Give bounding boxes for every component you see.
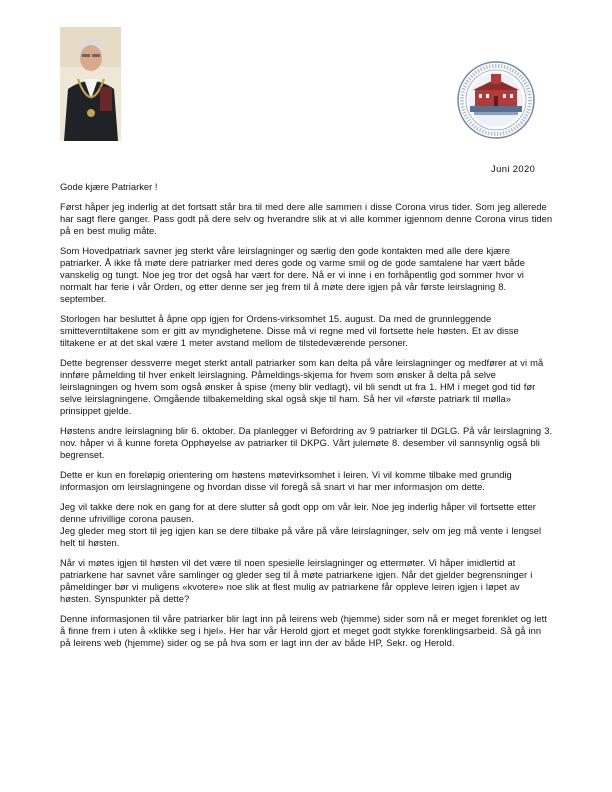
seal-icon	[456, 60, 536, 140]
portrait-icon	[60, 27, 121, 141]
letter-date: Juni 2020	[491, 163, 536, 174]
portrait-photo	[60, 27, 121, 141]
paragraph: Som Hovedpatriark savner jeg sterkt våre leirslagninger og særlig den gode kontakten med alle dere kjære patriarker. Å ikke få møte dere patriarker med deres gode og varme smil og de gode samtalene har vært både vanskelig og tungt. Noe jeg tror det også har vært for dere. Nå er vi inne i en forhåpentlig god sommer hvor vi normalt har ferie i vår Orden, og etter denne ser jeg frem til å møte dere igjen på vår første leirslagning 8. september.	[60, 245, 525, 304]
paragraph: Høstens andre leirslagning blir 6. oktober. Da planlegger vi Befordring av 9 patriarker til DGLG. På vår leirslagning 3. nov. håper vi å kunne foreta Opphøyelse av patriarker til DKPG. Vårt julemøte 8. desember vil sannsynlig også bli begrenset.	[60, 425, 553, 460]
paragraph: Dette begrenser dessverre meget sterkt antall patriarker som kan delta på våre leirslagninger og medfører at vi må innføre påmelding til hver enkelt leirslagning. Påmeldings-skjema for hvem som ønsker å delta på selve leirslagningen og hvem som også ønsker å spise (meny blir vedlagt), vil bli sendt ut fra 1. HM i meget god tid før selve leirslagningene. Omgående tilbakemelding skal også skje til ham. Så her vil «første patriark til mølla» prinsippet gjelde.	[60, 357, 544, 416]
paragraph: Jeg vil takke dere nok en gang for at dere slutter så godt opp om vår leir. Noe jeg inderlig håper vil fortsette etter denne ufrivillige corona pausen.	[60, 501, 536, 524]
paragraph: Jeg gleder meg stort til jeg igjen kan se dere tilbake på våre på våre leirslagninger, selv om jeg må vente i lengsel helt til høsten.	[60, 525, 542, 548]
greeting: Gode kjære Patriarker !	[60, 181, 158, 192]
paragraph: Først håper jeg inderlig at det fortsatt står bra til med dere alle sammen i disse Corona virus tider. Som jeg allerede har sagt flere ganger. Pass godt på dere selv og hverandre slik at vi alle kommer igjennom denne Corona virus tiden på en best mulig måte.	[60, 201, 553, 236]
letter-body	[60, 181, 553, 657]
lodge-seal	[456, 60, 536, 140]
paragraph: Dette er kun en foreløpig orientering om høstens møtevirksomhet i leiren. Vi vil komme tilbake med grundig informasjon om leirslagningene og hvordan disse vil foregå så snart vi har mer informasjon om dette.	[60, 469, 512, 492]
paragraph: Denne informasjonen til våre patriarker blir lagt inn på leirens web (hjemme) sider som nå er meget forenklet og lett å finne frem i uten å «klikke seg i hjel». Her har vår Herold gjort et meget godt stykke forenklingsarbeid. Så gå inn på leirens web (hjemme) sider og se på hva som er lagt inn der av både HP, Sekr. og Herold.	[60, 613, 547, 648]
paragraph: Storlogen har besluttet å åpne opp igjen for Ordens-virksomhet 15. august. Da med de grunnleggende smitteverntiltakene som er gitt av myndighetene. Disse må vi regne med vil fortsette hele høsten. Et av disse tiltakene er at det skal være 1 meter avstand mellom de tilstedeværende personer.	[60, 313, 519, 348]
paragraph: Når vi møtes igjen til høsten vil det være til noen spesielle leirslagninger og ettermøter. Vi håper imidlertid at patriarkene har savnet våre samlinger og gleder seg til å møte patriarkene igjen. Når det gjelder begrensninger i påmeldinger bør vi muligens «kvotere» noe slik at flest mulig av patriarkene får oppleve leiren igjen i løpet av høsten. Synspunkter på dette?	[60, 557, 533, 604]
